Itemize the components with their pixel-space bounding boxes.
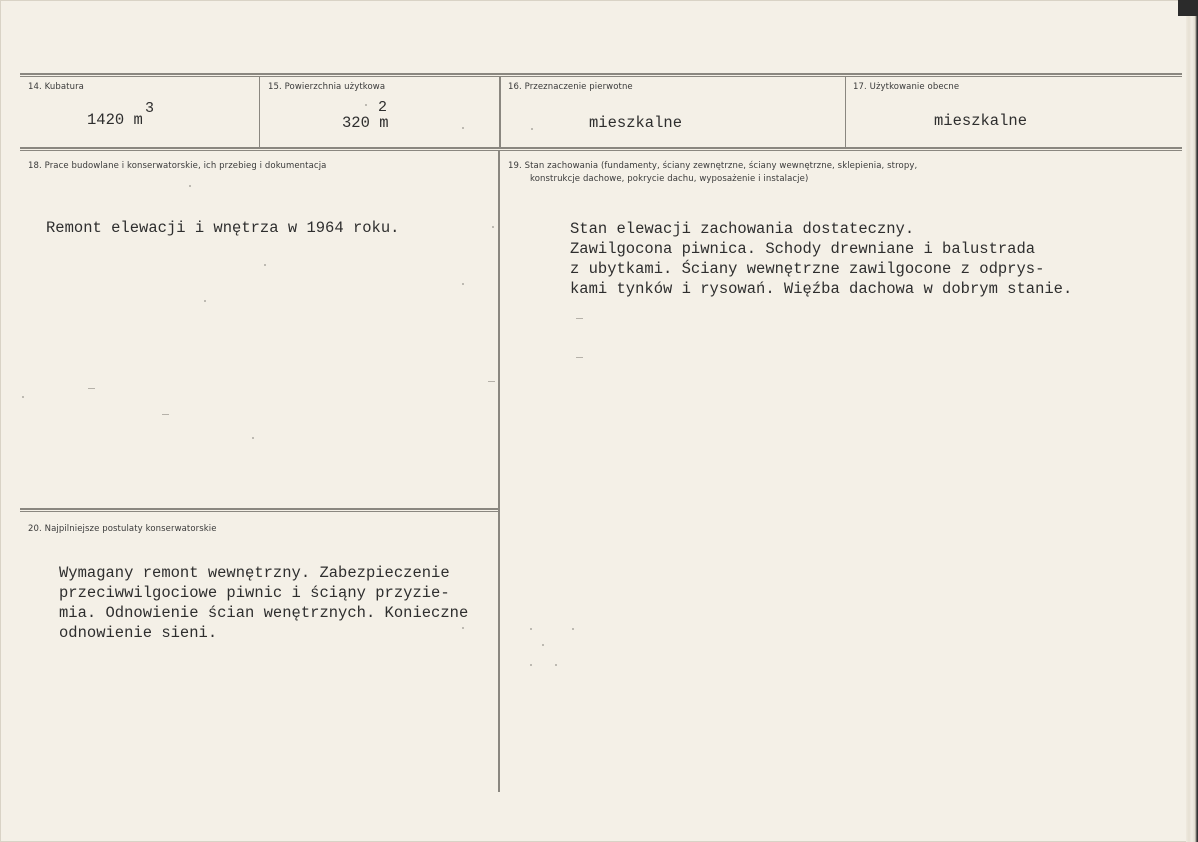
prace-budowlane-text: [46, 218, 399, 238]
row1-divider-1: [259, 76, 260, 147]
section18-bottom-rule: [20, 508, 498, 510]
paper-speck: [492, 226, 494, 228]
paper-mark: [488, 381, 495, 382]
paper-speck: [530, 664, 532, 666]
postulaty-text: [59, 563, 468, 643]
paper-speck: [252, 437, 254, 439]
powierzchnia-value: 320 m: [342, 114, 389, 132]
paper-speck: [462, 127, 464, 129]
prace-budowlane-line: Remont elewacji i wnętrza w 1964 roku.: [46, 219, 400, 237]
paper-speck: [542, 644, 544, 646]
stan-zachowania-line: kami tynków i rysowań. Więźba dachowa w dobrym stanie.: [570, 280, 1073, 298]
stan-zachowania-line: Zawilgocona piwnica. Schody drewniane i balustrada: [570, 240, 1036, 258]
postulaty-line: przeciwwilgociowe piwnic i ściąny przyzie-: [59, 584, 450, 602]
przeznaczenie-value: mieszkalne: [589, 114, 683, 132]
kubatura-value: 1420 m: [87, 111, 143, 129]
paper-speck: [572, 628, 574, 630]
kubatura-exponent: 3: [145, 100, 155, 117]
paper-mark: [576, 318, 583, 319]
paper-speck: [189, 185, 191, 187]
stan-zachowania-line: z ubytkami. Ściany wewnętrzne zawilgocone z odprys-: [570, 260, 1045, 278]
paper-speck: [530, 628, 532, 630]
row1-bottom-rule: [20, 147, 1182, 149]
paper-speck: [462, 627, 464, 629]
paper-speck: [22, 396, 24, 398]
stan-zachowania-label-line1: 19. Stan zachowania (fundamenty, ściany zewnętrzne, ściany wewnętrzne, sklepienia, stropy,: [508, 161, 918, 171]
uzytkowanie-value: mieszkalne: [934, 112, 1028, 130]
postulaty-line: odnowienie sieni.: [59, 624, 218, 642]
card-corner-shadow: [1178, 0, 1198, 16]
paper-mark: [88, 388, 95, 389]
row1-bottom-rule-second: [20, 150, 1182, 151]
postulaty-line: mia. Odnowienie ścian wenętrznych. Konieczne: [59, 604, 469, 622]
paper-speck: [555, 664, 557, 666]
section18-bottom-rule-second: [20, 511, 498, 512]
top-rule: [20, 73, 1182, 75]
main-vertical-divider: [498, 150, 500, 792]
paper-speck: [204, 300, 206, 302]
powierzchnia-exponent: 2: [378, 99, 388, 116]
stan-zachowania-label-line2: konstrukcje dachowe, pokrycie dachu, wyposażenie i instalacje): [530, 174, 809, 184]
postulaty-label: 20. Najpilniejsze postulaty konserwatorskie: [28, 524, 217, 534]
prace-budowlane-label: 18. Prace budowlane i konserwatorskie, ich przebieg i dokumentacja: [28, 161, 327, 171]
paper-mark: [162, 414, 169, 415]
stan-zachowania-text: [570, 219, 1072, 299]
paper-speck: [531, 128, 533, 130]
paper-speck: [264, 264, 266, 266]
paper-mark: [576, 357, 583, 358]
row1-divider-3: [845, 76, 846, 147]
top-rule-second: [20, 76, 1182, 77]
przeznaczenie-label: 16. Przeznaczenie pierwotne: [508, 82, 633, 92]
kubatura-label: 14. Kubatura: [28, 82, 84, 92]
card-right-edge: [1186, 0, 1198, 842]
uzytkowanie-label: 17. Użytkowanie obecne: [853, 82, 960, 92]
paper-speck: [365, 104, 367, 106]
postulaty-line: Wymagany remont wewnętrzny. Zabezpieczenie: [59, 564, 450, 582]
row1-divider-2: [499, 76, 501, 147]
stan-zachowania-line: Stan elewacji zachowania dostateczny.: [570, 220, 915, 238]
powierzchnia-label: 15. Powierzchnia użytkowa: [268, 82, 386, 92]
paper-speck: [462, 283, 464, 285]
